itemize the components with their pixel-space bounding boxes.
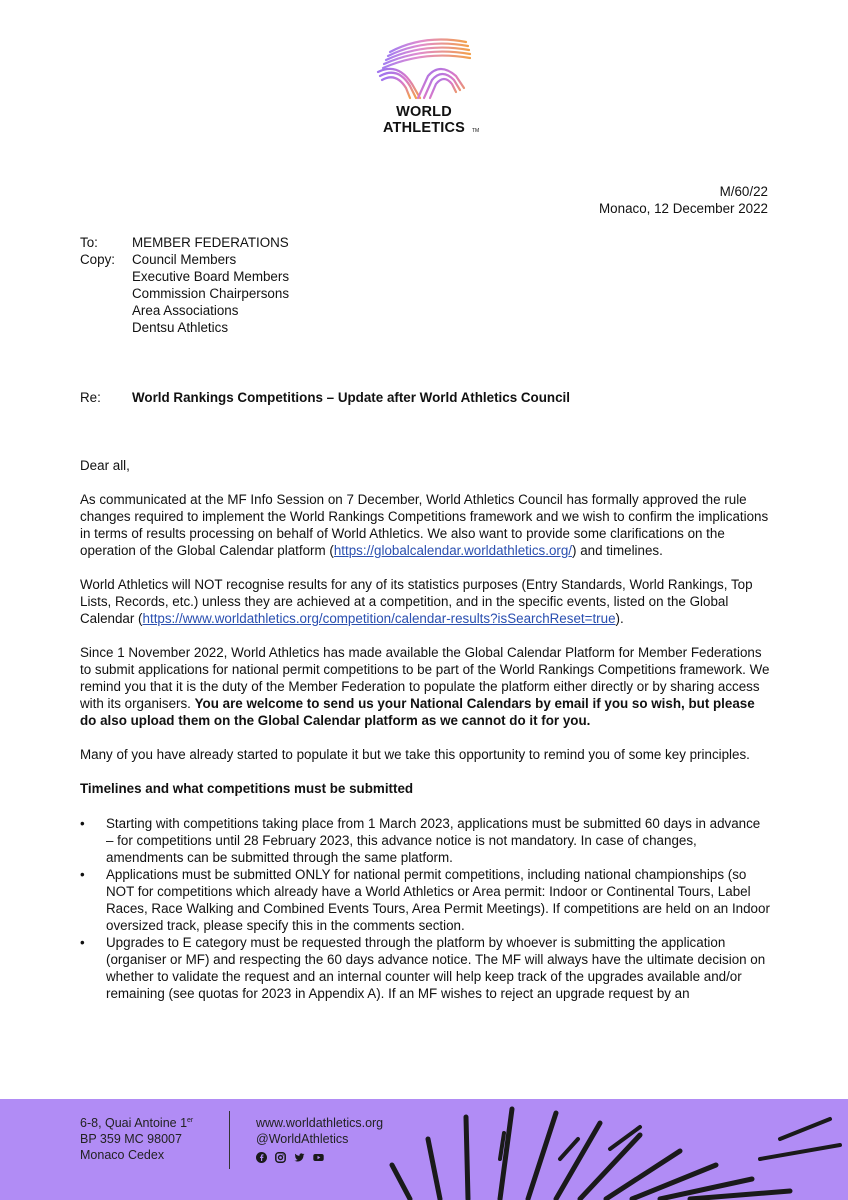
to-value: MEMBER FEDERATIONS <box>132 235 289 250</box>
address-line-1: 6-8, Quai Antoine 1 <box>80 1116 188 1130</box>
youtube-icon[interactable] <box>313 1151 324 1162</box>
letter-reference <box>599 183 768 217</box>
copy-recipient: Dentsu Athletics <box>132 320 229 335</box>
section-heading-timelines: Timelines and what competitions must be submitted <box>80 781 414 796</box>
paragraph-platform: Since 1 November 2022, World Athletics has made available the Global Calendar Platform for Member Federations to submit applications for national permit competitions to be part of the World Rankings Competitions framework. We remind you that it is the duty of the Member Federation to populate the platform either directly or by sharing access with its organisers. You are welcome to send us your National Calendars by email if you so wish, but please do also upload them on the Global Calendar platform as we cannot do it for you. <box>80 645 770 728</box>
paragraph-recognition: World Athletics will NOT recognise results for any of its statistics purposes (Entry Standards, World Rankings, Top Lists, Records, etc.) unless they are achieved at a competition, and in the specific events, listed on the Global Calendar (https://www.worldathletics.org/competition/calendar-results?isSearchReset=true). <box>80 577 753 626</box>
to-label: To: <box>80 235 98 250</box>
global-calendar-results-link[interactable]: https://www.worldathletics.org/competition/calendar-results?isSearchReset=true <box>142 611 616 626</box>
copy-recipient: Executive Board Members <box>132 269 290 284</box>
footer-divider <box>229 1111 230 1169</box>
addressee-block <box>80 234 289 336</box>
list-item: • Applications must be submitted ONLY for national permit competitions, including national championships (so NOT for competitions which already have a World Athletics or Area permit: Indoor or Continental Tours, Label Races, Race Walking and Combined Events Tours, Area Permit Meetings). If competitions are held on an Indoor oversized track, please specify this in the comments section. <box>80 867 770 933</box>
subject-line <box>80 389 570 406</box>
list-item: • Starting with competitions taking place from 1 March 2023, applications must be submitted 60 days in advance – for competitions until 28 February 2023, this advance notice is not mandatory. In case of changes, amendments can be submitted through the same platform. <box>80 816 761 865</box>
bullet-icon: • <box>80 935 85 950</box>
copy-recipient: Area Associations <box>132 303 239 318</box>
copy-recipient: Commission Chairpersons <box>132 286 290 301</box>
letterhead-footer <box>0 1099 848 1200</box>
bullet-icon: • <box>80 816 85 831</box>
footer-contact <box>256 1115 383 1162</box>
address-line-3: Monaco Cedex <box>80 1148 165 1162</box>
instagram-icon[interactable] <box>275 1151 286 1162</box>
list-item: • Upgrades to E category must be requested through the platform by whoever is submitting the application (organiser or MF) and respecting the 60 days advance notice. The MF will always have the ultimate decision on whether to validate the request and an internal counter will help keep track of the upgrades available and/or remaining (see quotas for 2023 in Appendix A). If an MF wishes to reject an upgrade request by an <box>80 935 766 1001</box>
copy-label: Copy: <box>80 252 115 267</box>
social-handle[interactable]: @WorldAthletics <box>256 1132 349 1146</box>
facebook-icon[interactable] <box>256 1151 267 1162</box>
footer-address <box>80 1115 193 1163</box>
logo-wordmark-athletics: ATHLETICS <box>382 120 466 136</box>
bold-request: You are welcome to send us your National Calendars by email if you so wish, but please do also upload them on the Global Calendar platform as we cannot do it for you. <box>80 696 755 728</box>
world-athletics-logo <box>368 32 480 136</box>
bullet-list <box>80 815 770 1002</box>
subject-text: World Rankings Competitions – Update after World Athletics Council <box>132 390 570 405</box>
logo-wordmark-world: WORLD <box>396 104 452 120</box>
website-link[interactable]: www.worldathletics.org <box>256 1116 384 1130</box>
reference-code: M/60/22 <box>719 184 768 199</box>
greeting: Dear all, <box>80 458 130 473</box>
letter-body <box>80 457 770 1002</box>
address-line-2: BP 359 MC 98007 <box>80 1132 182 1146</box>
copy-recipient: Council Members <box>132 252 237 267</box>
address-superscript: er <box>187 1117 194 1124</box>
bullet-icon: • <box>80 867 85 882</box>
copy-row <box>80 251 289 336</box>
place-date: Monaco, 12 December 2022 <box>599 201 768 216</box>
paragraph-reminder: Many of you have already started to populate it but we take this opportunity to remind you of some key principles. <box>80 747 750 762</box>
global-calendar-platform-link[interactable]: https://globalcalendar.worldathletics.org/ <box>333 543 573 558</box>
copy-list <box>132 251 289 336</box>
twitter-icon[interactable] <box>294 1151 305 1162</box>
logo-emblem-icon <box>368 32 480 102</box>
to-row <box>80 234 289 251</box>
paragraph-info-session: As communicated at the MF Info Session on 7 December, World Athletics Council has formally approved the rule changes required to implement the World Rankings Competitions framework and we wish to confirm the implications in terms of results processing on behalf of World Athletics. We also want to provide some clarifications on the operation of the Global Calendar platform (https://globalcalendar.worldathletics.org/) and timelines. <box>80 492 769 558</box>
logo-trademark: TM <box>472 128 480 134</box>
subject-label: Re: <box>80 390 101 405</box>
social-icons <box>256 1151 383 1162</box>
